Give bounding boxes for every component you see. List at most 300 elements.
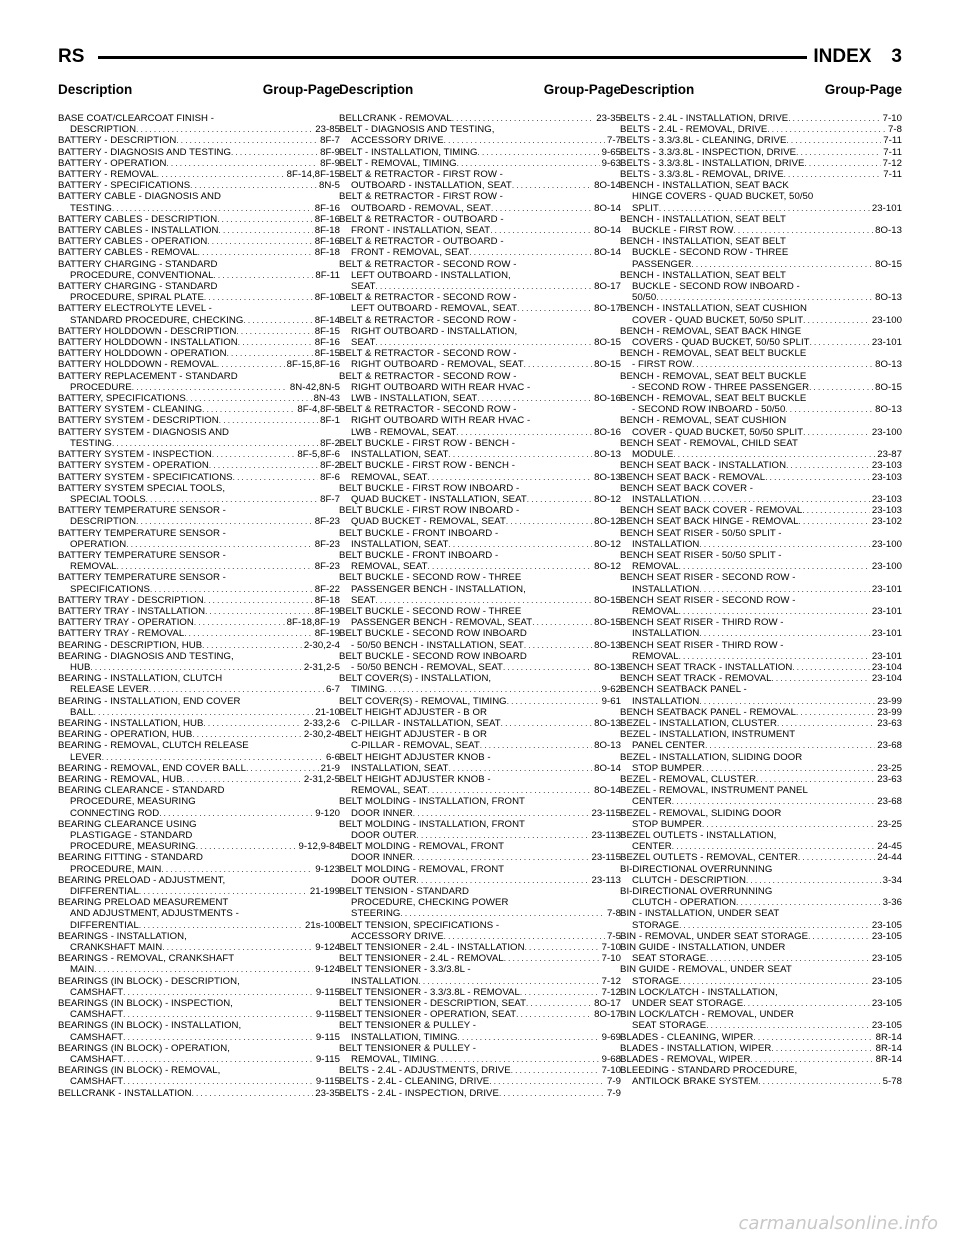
group-page-ref: 8R-14 — [875, 1054, 902, 1066]
entry-line — [339, 696, 621, 707]
entry-line — [58, 572, 340, 583]
index-entry — [339, 315, 621, 349]
index-entry — [339, 729, 621, 751]
entry-text: BENCH - INSTALLATION, SEAT BELT — [620, 213, 786, 225]
entry-text: BATTERY TRAY - DESCRIPTION — [58, 594, 204, 606]
index-entry — [620, 942, 902, 964]
entry-text: LEVER — [70, 751, 102, 763]
group-page-ref: 23-101 — [871, 628, 902, 640]
entry-text: BENCH SEAT - REMOVAL, CHILD SEAT — [620, 437, 798, 449]
index-entry — [58, 483, 340, 505]
entry-text: BENCH - INSTALLATION, SEAT BACK — [620, 180, 789, 192]
entry-line — [620, 203, 902, 214]
entry-text: BEARING - REMOVAL, CLUTCH RELEASE — [58, 740, 249, 752]
group-page-ref: 8F-15 — [314, 348, 340, 360]
entry-line — [339, 729, 621, 740]
group-page-ref: 9-12,9-84 — [298, 841, 340, 853]
entry-line — [58, 785, 340, 796]
entry-line — [339, 897, 621, 908]
entry-text: COVERS - QUAD BUCKET, 50/50 SPLIT — [632, 337, 810, 349]
entry-text: BEARINGS - REMOVAL, CRANKSHAFT — [58, 953, 235, 965]
leader-dots — [699, 696, 875, 707]
index-entry — [620, 830, 902, 852]
index-entry — [620, 472, 902, 483]
leader-dots — [146, 494, 318, 505]
entry-text: PROCEDURE, MEASURING — [70, 841, 196, 853]
index-entry — [58, 247, 340, 258]
entry-line — [339, 449, 621, 460]
leader-dots — [511, 1065, 600, 1076]
index-entry — [620, 864, 902, 886]
entry-line — [58, 124, 340, 135]
entry-text: BLEEDING - STANDARD PROCEDURE, — [620, 1065, 798, 1077]
entry-text: BELT - INSTALLATION, TIMING — [339, 146, 478, 158]
entry-text: BATTERY CABLES - DESCRIPTION — [58, 213, 218, 225]
entry-line — [620, 393, 902, 404]
entry-text: - SECOND ROW INBOARD - 50/50 — [632, 404, 786, 416]
group-page-ref: 7-10 — [601, 942, 621, 954]
entry-line — [58, 135, 340, 146]
entry-line — [620, 191, 902, 202]
leader-dots — [112, 438, 318, 449]
group-page-ref: 8N-42,8N-5 — [289, 381, 340, 393]
group-page-ref: 2-31,2-5 — [303, 773, 340, 785]
entry-line — [620, 819, 902, 830]
entry-text: BELTS - 3.3/3.8L - REMOVAL, DRIVE — [620, 169, 784, 181]
entry-text: INSTALLATION — [632, 538, 700, 550]
entry-line — [58, 953, 340, 964]
index-entry — [58, 359, 340, 370]
group-page-ref: 8O-15 — [594, 337, 621, 349]
entry-line — [339, 247, 621, 258]
index-entry — [58, 393, 340, 404]
entry-line — [58, 942, 340, 953]
index-entry — [620, 785, 902, 807]
index-entry — [620, 270, 902, 304]
group-page-ref: 8F-16 — [314, 337, 340, 349]
entry-line — [339, 561, 621, 572]
leader-dots — [217, 214, 312, 225]
index-entry — [58, 852, 340, 874]
index-entry — [58, 113, 340, 135]
entry-line — [620, 427, 902, 438]
leader-dots — [784, 169, 882, 180]
entry-text: PROCEDURE, MAIN — [70, 863, 162, 875]
entry-text: STOP BUMPER — [632, 762, 703, 774]
leader-dots — [123, 1032, 314, 1043]
index-entry — [620, 124, 902, 135]
entry-line — [620, 830, 902, 841]
leader-dots — [733, 225, 873, 236]
leader-dots — [136, 516, 313, 527]
group-page-ref: 7-7 — [606, 135, 621, 147]
entry-line — [58, 864, 340, 875]
index-entry — [620, 595, 902, 617]
leader-dots — [204, 595, 313, 606]
index-entry — [58, 303, 340, 325]
entry-line — [620, 315, 902, 326]
entry-text: BENCH - REMOVAL, SEAT BELT BUCKLE — [620, 348, 807, 360]
entry-line — [339, 1009, 621, 1020]
leader-dots — [94, 964, 313, 975]
entry-text: BATTERY SYSTEM - SPECIFICATIONS — [58, 471, 233, 483]
entry-line — [620, 942, 902, 953]
entry-line — [339, 684, 621, 695]
entry-text: BEARING - INSTALLATION, END COVER — [58, 695, 241, 707]
index-entry — [620, 886, 902, 908]
entry-line — [58, 752, 340, 763]
entry-line — [620, 662, 902, 673]
entry-line — [58, 259, 340, 270]
index-entry — [58, 169, 340, 180]
leader-dots — [532, 617, 592, 628]
leader-dots — [480, 740, 592, 751]
entry-text: C-PILLAR - INSTALLATION, SEAT — [351, 717, 501, 729]
leader-dots — [520, 987, 600, 998]
entry-line — [58, 247, 340, 258]
entry-line — [620, 1076, 902, 1087]
index-entry — [339, 987, 621, 998]
index-entry — [620, 113, 902, 124]
leader-dots — [238, 337, 313, 348]
leader-dots — [139, 920, 303, 931]
entry-text: STOP BUMPER — [632, 818, 703, 830]
index-entry — [339, 1076, 621, 1087]
leader-dots — [702, 819, 875, 830]
entry-text: C-PILLAR - REMOVAL, SEAT — [351, 740, 480, 752]
leader-dots — [499, 1088, 605, 1099]
entry-text: CENTER — [632, 841, 672, 853]
index-entry — [620, 1054, 902, 1065]
entry-text: CONNECTING ROD — [70, 807, 160, 819]
entry-text: BEZEL OUTLETS - REMOVAL, CENTER — [620, 852, 798, 864]
entry-text: LEFT OUTBOARD - INSTALLATION, — [351, 269, 511, 281]
leader-dots — [243, 315, 312, 326]
entry-text: - SECOND ROW - THREE PASSENGER — [632, 381, 810, 393]
index-entry — [58, 673, 340, 695]
index-entry — [339, 964, 621, 986]
entry-text: DOOR INNER — [351, 807, 413, 819]
entry-text: SEAT — [351, 281, 376, 293]
entry-text: BATTERY TRAY - INSTALLATION — [58, 605, 206, 617]
entry-text: BEZEL - INSTALLATION, CLUSTER — [620, 717, 777, 729]
group-page-ref: 23-25 — [877, 762, 902, 774]
group-page-ref: 23-102 — [871, 516, 902, 528]
entry-text: DOOR INNER — [351, 852, 413, 864]
entry-line — [58, 1009, 340, 1020]
entry-text: REMOVAL, SEAT — [351, 471, 428, 483]
entry-line — [58, 315, 340, 326]
entry-line — [339, 303, 621, 314]
entry-text: REMOVAL — [632, 650, 679, 662]
entry-text: BEARING - DESCRIPTION, HUB — [58, 639, 203, 651]
entry-text: BATTERY CHARGING - STANDARD — [58, 258, 218, 270]
entry-text: BATTERY HOLDDOWN - OPERATION — [58, 348, 227, 360]
entry-text: QUAD BUCKET - INSTALLATION, SEAT — [351, 493, 527, 505]
leader-dots — [219, 415, 318, 426]
group-page-ref: 8O-14 — [594, 247, 621, 259]
leader-dots — [672, 841, 875, 852]
entry-text: CENTER — [632, 796, 672, 808]
watermark: carmanualsonline.info — [738, 1213, 938, 1234]
entry-line — [339, 942, 621, 953]
entry-line — [620, 740, 902, 751]
index-entry — [58, 740, 340, 762]
index-entry — [620, 908, 902, 930]
entry-line — [339, 606, 621, 617]
index-entry — [339, 953, 621, 964]
entry-text: BATTERY ELECTROLYTE LEVEL - — [58, 303, 212, 315]
entry-line — [339, 841, 621, 852]
entry-line — [620, 247, 902, 258]
leader-dots — [679, 651, 870, 662]
leader-dots — [183, 774, 302, 785]
entry-line — [58, 606, 340, 617]
leader-dots — [478, 147, 600, 158]
entry-line — [58, 539, 340, 550]
index-entry — [58, 326, 340, 337]
index-entry — [58, 1020, 340, 1042]
entry-text: BIN LOCK/LATCH - REMOVAL, UNDER — [620, 1009, 794, 1021]
entry-text: BELT TENSIONER - 2.4L - REMOVAL — [339, 953, 504, 965]
entry-text: BATTERY - REMOVAL — [58, 169, 157, 181]
leader-dots — [746, 875, 881, 886]
entry-text: INSTALLATION, SEAT — [351, 538, 449, 550]
index-entry — [58, 449, 340, 460]
entry-line — [58, 763, 340, 774]
entry-line — [339, 1088, 621, 1099]
group-page-ref: 23-105 — [871, 1020, 902, 1032]
entry-text: COVER - QUAD BUCKET, 50/50 SPLIT — [632, 314, 804, 326]
entry-text: BELT & RETRACTOR - OUTBOARD - — [339, 213, 504, 225]
leader-dots — [798, 852, 875, 863]
entry-text: BENCH SEAT RISER - THIRD ROW - — [620, 617, 784, 629]
entry-text: BENCH SEAT RISER - THIRD ROW - — [620, 639, 784, 651]
entry-text: BELT BUCKLE - FIRST ROW - BENCH - — [339, 460, 515, 472]
index-entry — [620, 214, 902, 236]
entry-line — [339, 124, 621, 135]
leader-dots — [517, 303, 592, 314]
group-page-ref: 8O-13 — [594, 661, 621, 673]
entry-line — [339, 1054, 621, 1065]
index-entry — [620, 718, 902, 729]
leader-dots — [679, 561, 870, 572]
entry-line — [58, 326, 340, 337]
section-code: RS — [58, 46, 85, 67]
entry-text: SEAT — [351, 594, 376, 606]
entry-line — [620, 808, 902, 819]
entry-text: BELT TENSION - STANDARD — [339, 886, 469, 898]
leader-dots — [123, 1009, 314, 1020]
entry-text: BELT & RETRACTOR - SECOND ROW - — [339, 404, 517, 416]
entry-text: BELTS - 2.4L - REMOVAL, DRIVE — [620, 124, 768, 136]
entry-line — [58, 191, 340, 202]
entry-text: BELT TENSIONER - 3.3/3.8L - — [339, 964, 471, 976]
group-page-ref: 7-8 — [606, 908, 621, 920]
group-page-ref: 7-11 — [883, 169, 902, 181]
leader-dots — [448, 763, 592, 774]
group-page-ref: 9-115 — [315, 1009, 340, 1021]
leader-dots — [507, 696, 600, 707]
entry-text: REMOVAL, SEAT — [351, 785, 428, 797]
leader-dots — [803, 315, 870, 326]
entry-line — [339, 830, 621, 841]
group-page-ref: 7-10 — [601, 1065, 621, 1077]
leader-dots — [771, 673, 869, 684]
entry-text: BELT TENSION, SPECIFICATIONS - — [339, 919, 500, 931]
index-entry — [339, 158, 621, 169]
leader-dots — [376, 281, 593, 292]
group-page-ref: 8F-1 — [320, 415, 340, 427]
entry-text: DOOR OUTER — [351, 874, 417, 886]
index-entry — [58, 135, 340, 146]
entry-text: BATTERY CABLES - REMOVAL — [58, 247, 198, 259]
group-page-ref: 23-105 — [871, 975, 902, 987]
entry-line — [620, 707, 902, 718]
entry-text: STORAGE — [632, 975, 680, 987]
entry-text: BENCH - REMOVAL, SEAT BELT BUCKLE — [620, 370, 807, 382]
entry-line — [620, 1009, 902, 1020]
entry-line — [339, 315, 621, 326]
entry-text: OUTBOARD - INSTALLATION, SEAT — [351, 180, 512, 192]
entry-text: BEARING - REMOVAL, HUB — [58, 773, 183, 785]
group-page-ref: 23-105 — [871, 998, 902, 1010]
entry-line — [339, 438, 621, 449]
group-page-ref: 8F-23 — [314, 561, 340, 573]
group-page-ref: 8O-13 — [594, 740, 621, 752]
entry-line — [339, 203, 621, 214]
index-entry — [58, 1043, 340, 1065]
index-entry — [58, 281, 340, 303]
entry-line — [620, 1065, 902, 1076]
leader-dots — [159, 808, 313, 819]
entry-text: FRONT - INSTALLATION, SEAT — [351, 225, 491, 237]
entry-text: LWB - INSTALLATION, SEAT — [351, 393, 478, 405]
group-page-ref: 2-30,2-4 — [303, 639, 340, 651]
entry-line — [58, 964, 340, 975]
entry-line — [620, 572, 902, 583]
group-page-ref: 8O-13 — [594, 639, 621, 651]
entry-line — [339, 785, 621, 796]
leader-dots — [803, 427, 870, 438]
index-entry — [620, 135, 902, 146]
group-page-ref: 7-12 — [882, 157, 902, 169]
entry-text: BENCH - INSTALLATION, SEAT CUSHION — [620, 303, 808, 315]
entry-text: BEZEL - INSTALLATION, INSTRUMENT — [620, 729, 796, 741]
index-entry — [339, 920, 621, 942]
entry-text: LWB - REMOVAL, SEAT — [351, 426, 457, 438]
index-entry — [339, 572, 621, 606]
group-page-ref: 8N-5 — [319, 180, 340, 192]
column-header-2 — [339, 82, 621, 104]
leader-dots — [491, 203, 592, 214]
entry-text: BELT HEIGHT ADJUSTER KNOB - — [339, 773, 491, 785]
entry-text: LEFT OUTBOARD - REMOVAL, SEAT — [351, 303, 518, 315]
group-page-ref: 8O-13 — [594, 471, 621, 483]
index-entry — [58, 628, 340, 639]
entry-line — [58, 158, 340, 169]
entry-line — [58, 561, 340, 572]
index-entry — [339, 651, 621, 673]
description-heading: Description — [339, 82, 414, 97]
entry-line — [339, 819, 621, 830]
group-page-ref: 23-101 — [871, 583, 902, 595]
entry-text: BELT TENSIONER - 2.4L - INSTALLATION — [339, 942, 525, 954]
entry-line — [620, 404, 902, 415]
index-entry — [620, 415, 902, 437]
index-entry — [620, 684, 902, 706]
index-entry — [620, 852, 902, 863]
entry-line — [620, 595, 902, 606]
group-page-ref: 8O-14 — [594, 762, 621, 774]
leader-dots — [176, 135, 318, 146]
group-page-ref: 8R-14 — [875, 1031, 902, 1043]
leader-dots — [194, 617, 285, 628]
leader-dots — [679, 920, 870, 931]
entry-line — [58, 684, 340, 695]
entry-text: RIGHT OUTBOARD - REMOVAL, SEAT — [351, 359, 524, 371]
entry-line — [58, 998, 340, 1009]
entry-text: BEZEL - INSTALLATION, SLIDING DOOR — [620, 751, 803, 763]
entry-text: BELT COVER(S) - REMOVAL, TIMING — [339, 695, 507, 707]
index-entry — [620, 640, 902, 662]
index-entry — [620, 169, 902, 180]
entry-text: BEARING CLEARANCE USING — [58, 818, 197, 830]
index-entry — [339, 673, 621, 695]
entry-line — [339, 953, 621, 964]
entry-text: BENCH SEAT RISER - 50/50 SPLIT - — [620, 527, 782, 539]
leader-dots — [524, 359, 592, 370]
entry-line — [620, 158, 902, 169]
group-page-ref: 23-101 — [871, 605, 902, 617]
entry-line — [620, 124, 902, 135]
index-entry — [620, 987, 902, 1009]
entry-text: TESTING — [70, 202, 112, 214]
entry-line — [58, 393, 340, 404]
header-rule — [98, 56, 807, 59]
index-entry — [339, 191, 621, 213]
index-entry — [58, 528, 340, 550]
leader-dots — [448, 449, 592, 460]
group-page-ref: 8O-12 — [594, 538, 621, 550]
group-page-ref: 8F-10 — [314, 292, 340, 304]
group-page-ref: 23-105 — [871, 930, 902, 942]
entry-text: CAMSHAFT — [70, 1076, 124, 1088]
index-entry — [58, 505, 340, 527]
entry-text: BELT & RETRACTOR - FIRST ROW - — [339, 169, 503, 181]
group-page-ref: 8O-16 — [594, 426, 621, 438]
leader-dots — [506, 516, 592, 527]
group-page-ref: 8O-16 — [594, 393, 621, 405]
leader-dots — [150, 584, 313, 595]
entry-text: BATTERY - DIAGNOSIS AND TESTING — [58, 146, 232, 158]
group-page-ref: 23-68 — [877, 796, 902, 808]
entry-line — [620, 987, 902, 998]
group-page-ref: 23-103 — [871, 505, 902, 517]
group-page-ref: 8F-9 — [320, 146, 340, 158]
entry-text: BELT MOLDING - REMOVAL, FRONT — [339, 841, 505, 853]
leader-dots — [217, 359, 285, 370]
entry-line — [620, 415, 902, 426]
entry-line — [339, 326, 621, 337]
leader-dots — [126, 539, 312, 550]
leader-dots — [196, 841, 297, 852]
entry-line — [620, 774, 902, 785]
leader-dots — [699, 584, 869, 595]
leader-dots — [767, 124, 886, 135]
group-page-ref: 23-100 — [871, 538, 902, 550]
leader-dots — [804, 158, 880, 169]
